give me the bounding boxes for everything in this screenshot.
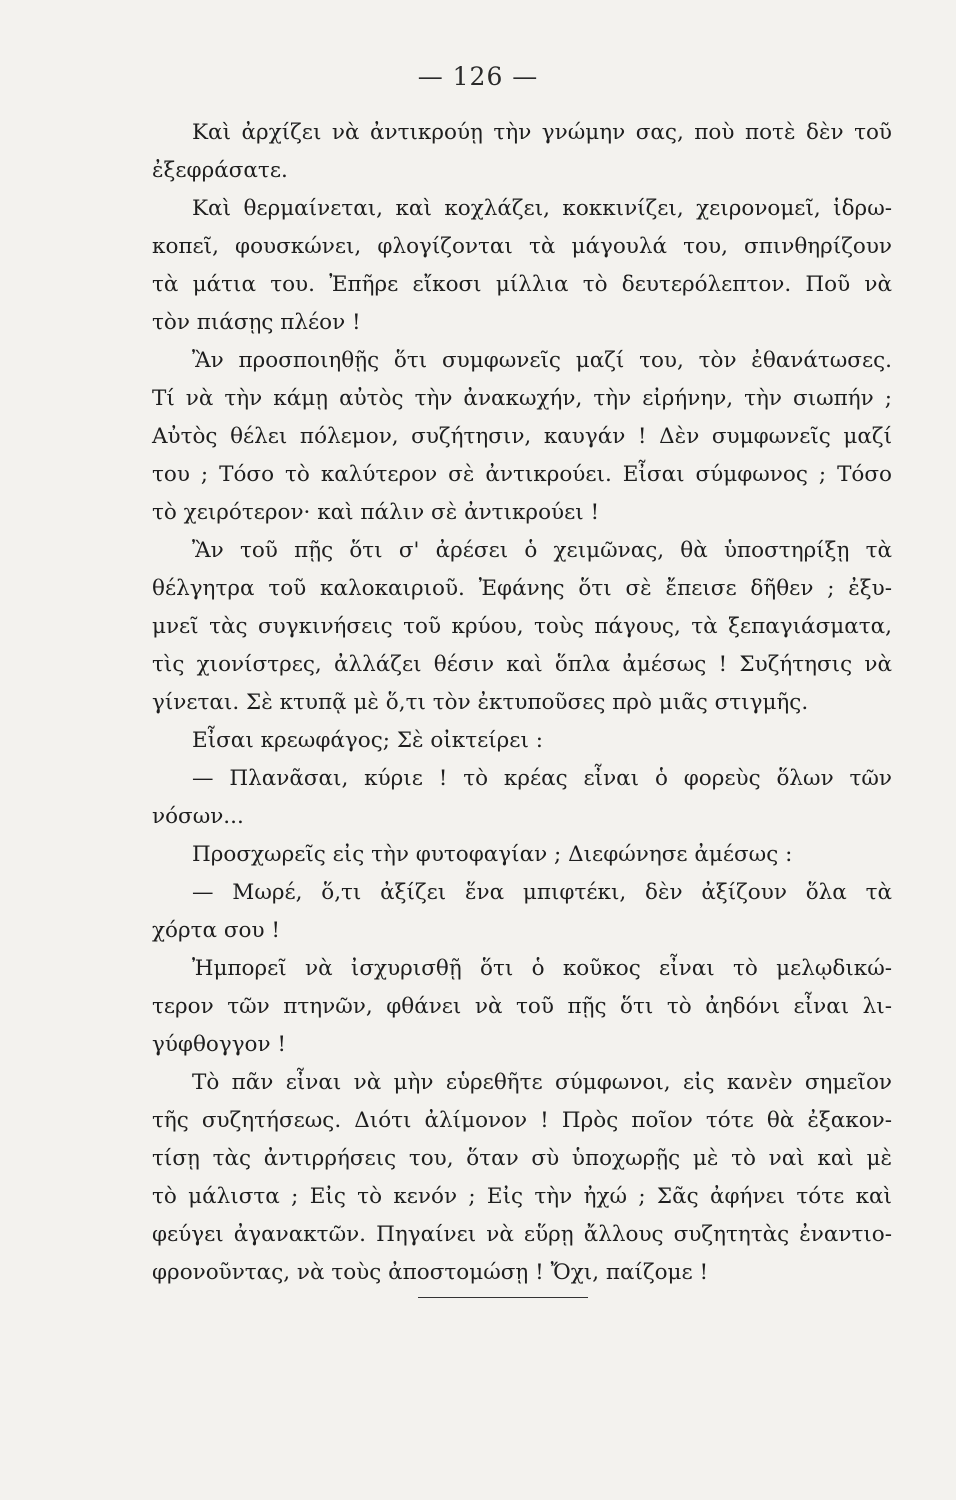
text-line: Ἠμπορεῖ νὰ ἰσχυρισθῇ ὅτι ὁ κοῦκος εἶναι τὸ μελῳδικώ-: [192, 956, 892, 981]
text-line: τὸ χειρότερον· καὶ πάλιν σὲ ἀντικρούει !: [152, 500, 600, 525]
text-line: τὸν πιάσῃς πλέον !: [152, 310, 361, 335]
text-line: Τὸ πᾶν εἶναι νὰ μὴν εὑρεθῆτε σύμφωνοι, εἰς κανὲν σημεῖον: [192, 1070, 892, 1095]
text-line: — Πλανᾶσαι, κύριε ! τὸ κρέας εἶναι ὁ φορεὺς ὅλων τῶν: [192, 766, 892, 791]
text-line: φρονοῦντας, νὰ τοὺς ἀποστομώσῃ ! Ὄχι, παίζομε !: [152, 1260, 709, 1285]
page-number: — 126 —: [417, 62, 539, 91]
text-line: Ἂν προσποιηθῇς ὅτι συμφωνεῖς μαζί του, τὸν ἐθανάτωσες.: [192, 348, 892, 373]
text-line: νόσων...: [152, 804, 244, 829]
text-line: — Μωρέ, ὅ,τι ἀξίζει ἕνα μπιφτέκι, δὲν ἀξίζουν ὅλα τὰ: [192, 880, 892, 905]
text-line: τίσῃ τὰς ἀντιρρήσεις του, ὅταν σὺ ὑποχωρῇς μὲ τὸ ναὶ καὶ μὲ: [152, 1146, 892, 1171]
text-line: Εἶσαι κρεωφάγος; Σὲ οἰκτείρει :: [192, 728, 543, 753]
text-line: τὸ μάλιστα ; Εἰς τὸ κενόν ; Εἰς τὴν ἠχώ ; Σᾶς ἀφήνει τότε καὶ: [152, 1184, 892, 1209]
text-line: τὶς χιονίστρες, ἀλλάζει θέσιν καὶ ὅπλα ἀμέσως ! Συζήτησις νὰ: [152, 652, 892, 677]
text-line: τερον τῶν πτηνῶν, φθάνει νὰ τοῦ πῇς ὅτι τὸ ἀηδόνι εἶναι λι-: [152, 994, 892, 1019]
text-line: χόρτα σου !: [152, 918, 281, 943]
text-line: τὰ μάτια του. Ἐπῆρε εἴκοσι μίλλια τὸ δευτερόλεπτον. Ποῦ νὰ: [152, 272, 892, 297]
text-line: Καὶ θερμαίνεται, καὶ κοχλάζει, κοκκινίζει, χειρονομεῖ, ἱδρω-: [192, 196, 892, 221]
text-line: Καὶ ἀρχίζει νὰ ἀντικρούῃ τὴν γνώμην σας, ποὺ ποτὲ δὲν τοῦ: [192, 120, 892, 145]
text-line: Αὐτὸς θέλει πόλεμον, συζήτησιν, καυγάν ! Δὲν συμφωνεῖς μαζί: [152, 424, 892, 449]
text-line: Ἂν τοῦ πῇς ὅτι σ' ἀρέσει ὁ χειμῶνας, θὰ ὑποστηρίξῃ τὰ: [192, 538, 892, 563]
footnote-rule: [418, 1297, 588, 1298]
text-line: του ; Τόσο τὸ καλύτερον σὲ ἀντικρούει. Εἶσαι σύμφωνος ; Τόσο: [152, 462, 892, 487]
text-line: θέλγητρα τοῦ καλοκαιριοῦ. Ἐφάνης ὅτι σὲ ἔπεισε δῆθεν ; ἐξυ-: [152, 576, 892, 601]
text-line: ἐξεφράσατε.: [152, 158, 288, 183]
text-line: μνεῖ τὰς συγκινήσεις τοῦ κρύου, τοὺς πάγους, τὰ ξεπαγιάσματα,: [152, 614, 892, 639]
text-line: κοπεῖ, φουσκώνει, φλογίζονται τὰ μάγουλά του, σπινθηρίζουν: [152, 234, 892, 259]
text-line: Τί νὰ τὴν κάμῃ αὐτὸς τὴν ἀνακωχήν, τὴν εἰρήνην, τὴν σιωπήν ;: [152, 386, 892, 411]
text-line: γύφθογγον !: [152, 1032, 287, 1057]
text-line: Προσχωρεῖς εἰς τὴν φυτοφαγίαν ; Διεφώνησε ἀμέσως :: [192, 842, 793, 867]
body-text: [152, 114, 892, 1292]
text-line: φεύγει ἀγανακτῶν. Πηγαίνει νὰ εὕρῃ ἄλλους συζητητὰς ἐναντιο-: [152, 1222, 892, 1247]
text-line: τῆς συζητήσεως. Διότι ἀλίμονον ! Πρὸς ποῖον τότε θὰ ἐξακον-: [152, 1108, 892, 1133]
text-line: γίνεται. Σὲ κτυπᾷ μὲ ὅ,τι τὸν ἐκτυποῦσες πρὸ μιᾶς στιγμῆς.: [152, 690, 809, 715]
